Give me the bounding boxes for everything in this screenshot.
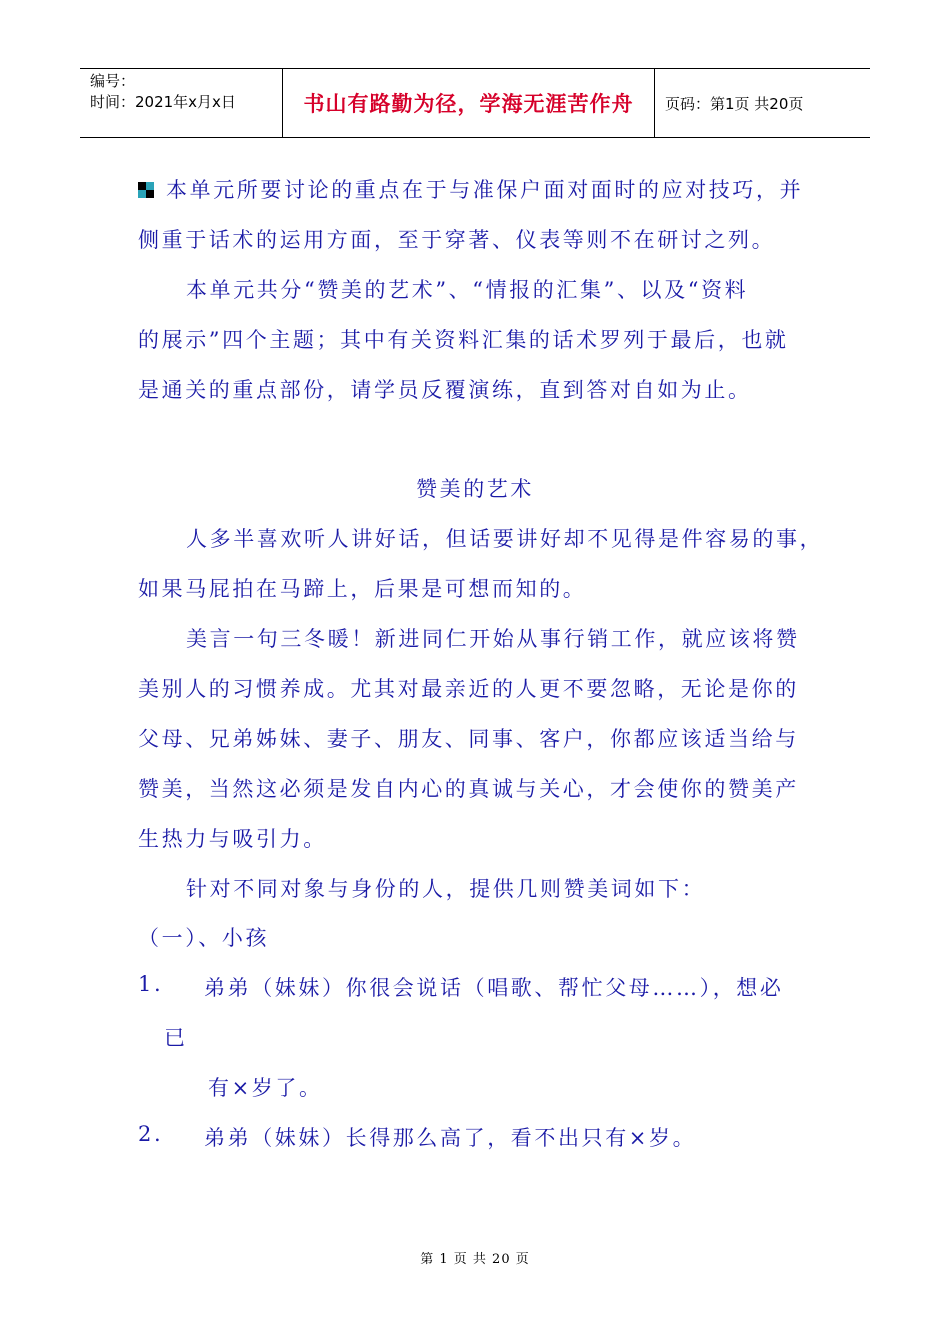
section-title: 赞美的艺术 — [416, 477, 534, 501]
section-p2-line-4: 赞美，当然这必须是发自内心的真诚与关心，才会使你的赞美产 — [138, 777, 799, 801]
section-p3: 针对不同对象与身份的人，提供几则赞美词如下： — [186, 877, 706, 901]
intro-paragraph-1-line-1 — [138, 174, 803, 204]
section-p2-line-1: 美言一句三冬暖！新进同仁开始从事行销工作，就应该将赞 — [186, 627, 800, 651]
section-p2-line-5: 生热力与吸引力。 — [138, 827, 327, 851]
checker-bullet-icon — [138, 182, 154, 198]
sub-heading-children: （一）、小孩 — [138, 926, 270, 950]
list-item-1-number: 1. — [138, 972, 164, 996]
intro-paragraph-1-line-2: 侧重于话术的运用方面，至于穿著、仪表等则不在研讨之列。 — [138, 228, 776, 252]
intro-paragraph-2-line-3: 是通关的重点部份，请学员反覆演练，直到答对自如为止。 — [138, 378, 752, 402]
list-item-1-line-3: 有×岁了。 — [208, 1076, 323, 1100]
intro-p1-text-1: 本单元所要讨论的重点在于与准保户面对面时的应对技巧，并 — [166, 178, 804, 202]
intro-paragraph-2-line-2: 的展示”四个主题；其中有关资料汇集的话术罗列于最后，也就 — [138, 328, 789, 352]
intro-paragraph-2-line-1: 本单元共分“赞美的艺术”、“情报的汇集”、以及“资料 — [186, 278, 749, 302]
header-motto: 书山有路勤为径，学海无涯苦作舟 — [303, 92, 634, 116]
list-item-1-line-1: 弟弟（妹妹）你很会说话（唱歌、帮忙父母……），想必 — [204, 976, 784, 1000]
header-number-label: 编号： — [90, 72, 136, 90]
list-item-2-number: 2. — [138, 1122, 164, 1146]
section-p1-line-1: 人多半喜欢听人讲好话，但话要讲好却不见得是件容易的事， — [186, 527, 824, 551]
section-p2-line-3: 父母、兄弟姊妹、妻子、朋友、同事、客户，你都应该适当给与 — [138, 727, 799, 751]
list-item-1-line-2: 已 — [164, 1026, 188, 1050]
list-item-2-line-1: 弟弟（妹妹）长得那么高了，看不出只有×岁。 — [204, 1126, 697, 1150]
section-p2-line-2: 美别人的习惯养成。尤其对最亲近的人更不要忽略，无论是你的 — [138, 677, 799, 701]
page-footer: 第 1 页 共 20 页 — [420, 1252, 530, 1267]
section-p1-line-2: 如果马屁拍在马蹄上，后果是可想而知的。 — [138, 577, 587, 601]
header-page-info: 页码：第1页 共20页 — [665, 94, 804, 113]
document-body — [138, 0, 828, 1200]
header-time-label: 时间：2021年x月x日 — [90, 93, 236, 111]
